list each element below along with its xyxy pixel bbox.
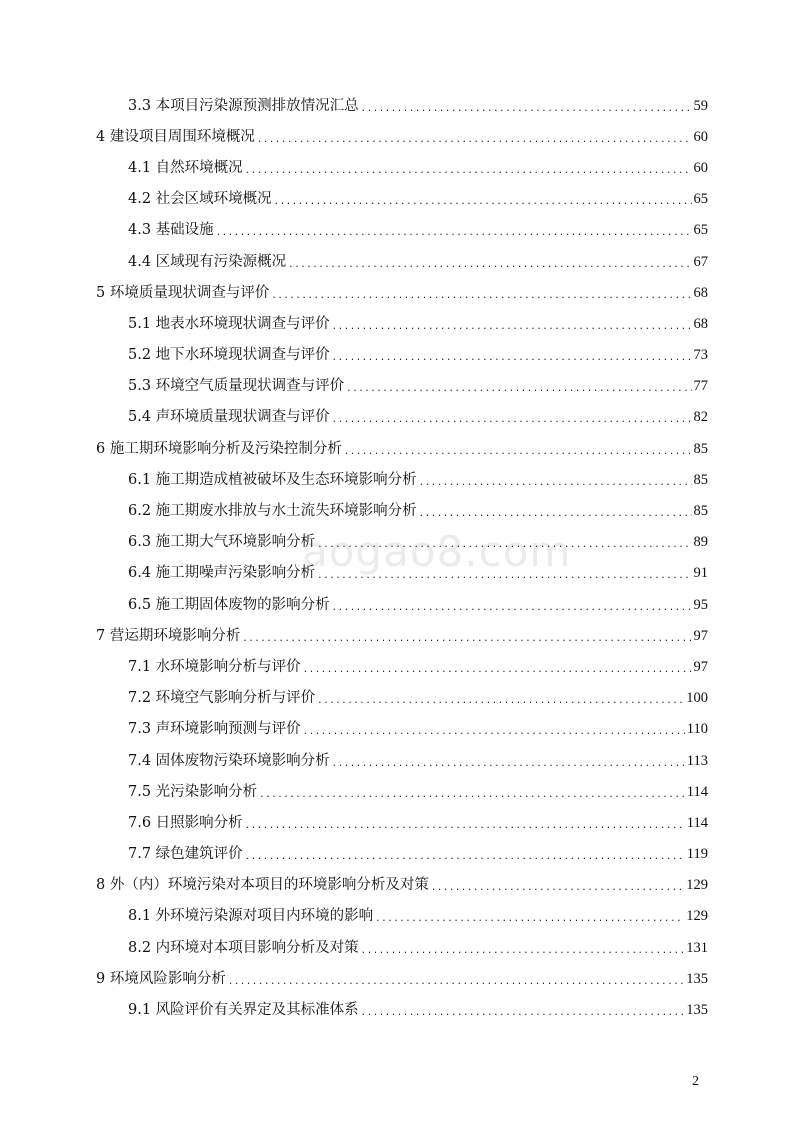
toc-entry-title: 8.2 内环境对本项目影响分析及对策 xyxy=(128,939,359,956)
toc-entry-title: 6.1 施工期造成植被破坏及生态环境影响分析 xyxy=(128,471,417,488)
toc-entry-page: 119 xyxy=(686,846,708,863)
dot-leader xyxy=(317,564,691,582)
dot-leader xyxy=(288,253,691,271)
toc-entry[interactable] xyxy=(0,839,800,870)
toc-entry[interactable] xyxy=(0,963,800,994)
toc-entry[interactable] xyxy=(0,215,800,246)
toc-entry[interactable] xyxy=(0,464,800,495)
dot-leader xyxy=(259,783,685,801)
toc-entry[interactable] xyxy=(0,433,800,464)
toc-entry-page: 113 xyxy=(686,752,708,769)
dot-leader xyxy=(245,159,692,177)
dot-leader xyxy=(419,471,692,489)
toc-entry-title: 5.4 声环境质量现状调查与评价 xyxy=(128,409,330,426)
toc-entry-title: 4.2 社会区域环境概况 xyxy=(128,191,272,208)
toc-entry-title: 7.5 光污染影响分析 xyxy=(128,783,258,800)
toc-entry-page: 68 xyxy=(693,315,708,332)
toc-entry-page: 65 xyxy=(693,222,708,239)
dot-leader xyxy=(228,970,684,988)
toc-entry-page: 59 xyxy=(693,97,708,114)
toc-entry[interactable] xyxy=(0,90,800,121)
dot-leader xyxy=(332,315,692,333)
toc-entry-page: 85 xyxy=(693,471,708,488)
dot-leader xyxy=(431,876,684,894)
toc-entry-page: 82 xyxy=(693,409,708,426)
toc-entry-page: 110 xyxy=(686,721,708,738)
toc-entry-page: 85 xyxy=(693,440,708,457)
toc-entry[interactable] xyxy=(0,558,800,589)
toc-entry-page: 85 xyxy=(693,503,708,520)
toc-entry-page: 100 xyxy=(686,690,708,707)
toc-entry[interactable] xyxy=(0,277,800,308)
page-number: 2 xyxy=(692,1074,699,1089)
toc-entry-page: 95 xyxy=(693,596,708,613)
dot-leader xyxy=(332,752,685,770)
toc-entry-page: 60 xyxy=(693,159,708,176)
dot-leader xyxy=(216,221,692,239)
toc-entry[interactable] xyxy=(0,340,800,371)
toc-entry-page: 73 xyxy=(693,347,708,364)
toc-entry[interactable] xyxy=(0,527,800,558)
toc-entry-page: 114 xyxy=(686,814,708,831)
toc-entry-title: 5.1 地表水环境现状调查与评价 xyxy=(128,315,330,332)
dot-leader xyxy=(332,346,692,364)
toc-entry-title: 6.4 施工期噪声污染影响分析 xyxy=(128,565,316,582)
dot-leader xyxy=(361,939,685,957)
dot-leader xyxy=(361,1001,685,1019)
toc-entry[interactable] xyxy=(0,745,800,776)
dot-leader xyxy=(361,97,692,115)
dot-leader xyxy=(346,377,691,395)
toc-entry-title: 6 施工期环境影响分析及污染控制分析 xyxy=(96,440,342,457)
dot-leader xyxy=(344,440,692,458)
dot-leader xyxy=(274,190,692,208)
toc-entry-title: 5.3 环境空气质量现状调查与评价 xyxy=(128,378,345,395)
toc-entry-title: 7.3 声环境影响预测与评价 xyxy=(128,721,301,738)
dot-leader xyxy=(375,907,684,925)
toc-entry-page: 68 xyxy=(693,284,708,301)
toc-entry[interactable] xyxy=(0,308,800,339)
toc-entry-page: 89 xyxy=(693,534,708,551)
toc-entry-title: 4 建设项目周围环境概况 xyxy=(96,128,255,145)
toc-entry-title: 7.6 日照影响分析 xyxy=(128,814,243,831)
dot-leader xyxy=(317,533,691,551)
toc-entry[interactable] xyxy=(0,776,800,807)
toc-entry-title: 7.4 固体废物污染环境影响分析 xyxy=(128,752,330,769)
toc-entry-page: 131 xyxy=(686,939,708,956)
dot-leader xyxy=(332,408,692,426)
toc-entry-title: 6.3 施工期大气环境影响分析 xyxy=(128,534,316,551)
toc-entry[interactable] xyxy=(0,246,800,277)
dot-leader xyxy=(245,845,685,863)
toc-entry-page: 114 xyxy=(686,783,708,800)
toc-entry[interactable] xyxy=(0,121,800,152)
toc-entry[interactable] xyxy=(0,402,800,433)
toc-entry-title: 7.2 环境空气影响分析与评价 xyxy=(128,690,316,707)
toc-entry-page: 60 xyxy=(693,128,708,145)
toc-entry-title: 7 营运期环境影响分析 xyxy=(96,627,241,644)
toc-entry[interactable] xyxy=(0,932,800,963)
toc-entry[interactable] xyxy=(0,994,800,1025)
toc-entry-page: 135 xyxy=(686,970,708,987)
watermark: aogao8.com xyxy=(302,527,572,576)
toc-entry-page: 129 xyxy=(686,908,708,925)
toc-entry-page: 91 xyxy=(693,565,708,582)
toc-entry-title: 3.3 本项目污染源预测排放情况汇总 xyxy=(128,97,359,114)
toc-entry-title: 8 外（内）环境污染对本项目的环境影响分析及对策 xyxy=(96,877,429,894)
toc-entry-title: 9 环境风险影响分析 xyxy=(96,970,226,987)
toc-entry-title: 4.4 区域现有污染源概况 xyxy=(128,253,287,270)
toc-entry-page: 135 xyxy=(686,1002,708,1019)
toc-entry[interactable] xyxy=(0,683,800,714)
toc-entry[interactable] xyxy=(0,901,800,932)
toc-entry[interactable] xyxy=(0,870,800,901)
toc-entry-title: 8.1 外环境污染源对项目内环境的影响 xyxy=(128,908,374,925)
toc-entry[interactable] xyxy=(0,807,800,838)
toc-entry[interactable] xyxy=(0,651,800,682)
toc-entry[interactable] xyxy=(0,152,800,183)
toc-entry[interactable] xyxy=(0,184,800,215)
toc-entry-title: 6.5 施工期固体废物的影响分析 xyxy=(128,596,330,613)
toc-entry-title: 5.2 地下水环境现状调查与评价 xyxy=(128,347,330,364)
toc-entry-title: 7.7 绿色建筑评价 xyxy=(128,846,243,863)
toc-entry[interactable] xyxy=(0,495,800,526)
toc-entry-title: 5 环境质量现状调查与评价 xyxy=(96,284,270,301)
toc-entry-title: 4.1 自然环境概况 xyxy=(128,159,243,176)
toc-entry-title: 9.1 风险评价有关界定及其标准体系 xyxy=(128,1002,359,1019)
toc-entry-title: 6.2 施工期废水排放与水土流失环境影响分析 xyxy=(128,503,417,520)
dot-leader xyxy=(257,128,692,146)
toc-entry[interactable] xyxy=(0,714,800,745)
dot-leader xyxy=(303,658,692,676)
toc-entry[interactable] xyxy=(0,620,800,651)
toc-entry-page: 67 xyxy=(693,253,708,270)
toc-entry-page: 97 xyxy=(693,658,708,675)
toc-entry-page: 129 xyxy=(686,877,708,894)
dot-leader xyxy=(242,627,691,645)
toc-entry-page: 65 xyxy=(693,191,708,208)
toc-entry[interactable] xyxy=(0,589,800,620)
dot-leader xyxy=(317,689,684,707)
dot-leader xyxy=(271,284,691,302)
toc-entry[interactable] xyxy=(0,371,800,402)
toc-entry-page: 97 xyxy=(693,627,708,644)
dot-leader xyxy=(245,814,685,832)
dot-leader xyxy=(303,720,685,738)
dot-leader xyxy=(332,596,692,614)
toc-entry-title: 7.1 水环境影响分析与评价 xyxy=(128,658,301,675)
dot-leader xyxy=(419,502,692,520)
table-of-contents xyxy=(0,90,800,1026)
toc-entry-title: 4.3 基础设施 xyxy=(128,222,214,239)
toc-entry-page: 77 xyxy=(693,378,708,395)
